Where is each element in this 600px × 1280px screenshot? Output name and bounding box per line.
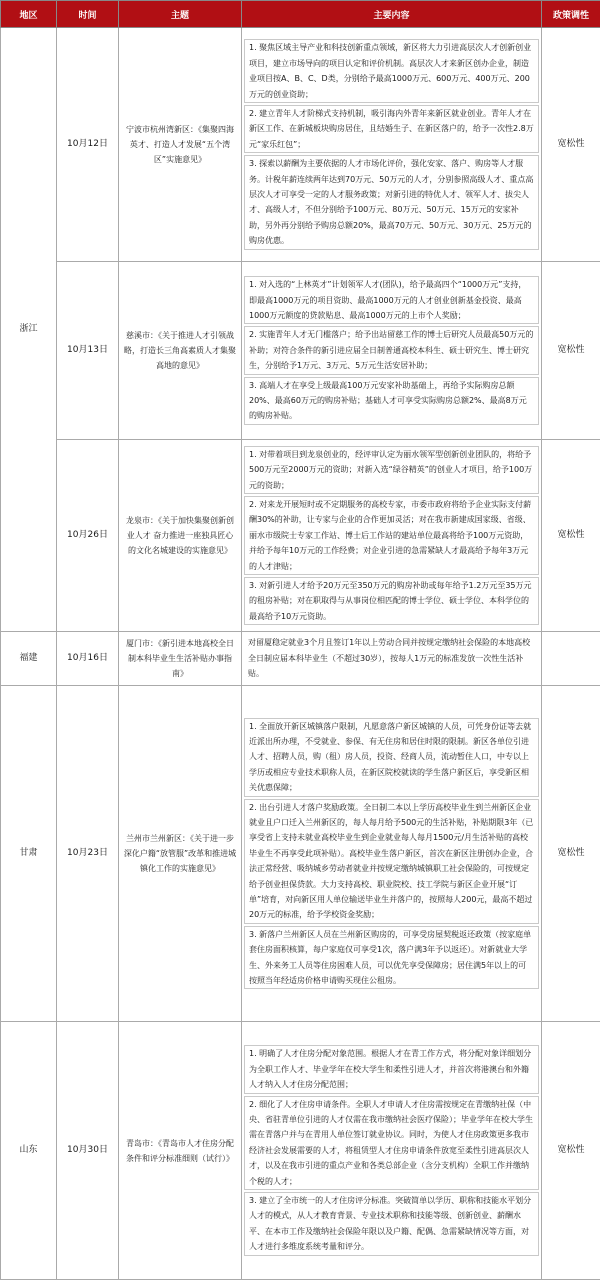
content-cell [242,440,542,632]
table-row [1,1022,600,1280]
topic-cell: 兰州市兰州新区：《关于进一步深化户籍“放管服”改革和推进城镇化工作的实施意见》 [119,686,242,1022]
header-row [1,1,600,28]
policy-cell: 宽松性 [542,686,600,1022]
content-item: 1. 对带着项目到龙泉创业的，经评审认定为丽水领军型创新创业团队的，将给予500万元至2000万元的资助；对新入选“绿谷精英”的创业人才项目，给予100万元的资助； [244,446,539,494]
policy-cell: 宽松性 [542,28,600,262]
date-cell: 10月16日 [57,632,119,686]
content-item: 3. 建立了全市统一的人才住房评分标准。突破简单以学历、职称和技能水平划分人才的模式，从人才教育背景、专业技术职称和技能等级、创新创业、薪酬水平、在本市工作及缴纳社会保险年限以及户籍、配偶、急需紧缺情况等方面，对人才进行多维度系统考量和评分。 [244,1192,539,1256]
table-row [1,440,600,632]
date-cell: 10月13日 [57,262,119,440]
content-cell: 对留厦稳定就业3个月且签订1年以上劳动合同并按规定缴纳社会保险的本地高校全日制应届本科毕业生（不超过30岁），按每人1万元的标准发放一次性生活补贴。 [242,632,542,686]
date-cell: 10月12日 [57,28,119,262]
header-policy: 政策调性 [542,1,600,28]
content-cell [242,686,542,1022]
policy-cell: 宽松性 [542,1022,600,1280]
content-item: 1. 聚焦区域主导产业和科技创新重点领域，新区将大力引进高层次人才创新创业项目，建立市场导向的项目认定和评价机制。高层次人才来新区创办企业，制造业项目按A、B、C、D类，分别给予最高1000万元、600万元、400万元、200万元的创业资助； [244,39,539,103]
content-item: 2. 实施青年人才无门槛落户；给予出站留慈工作的博士后研究人员最高50万元的补助；对符合条件的新引进应届全日制普通高校本科生、硕士研究生、博士研究生，分别给予1万元、3万元、5万元生活安居补助； [244,326,539,374]
content-item: 2. 建立青年人才阶梯式支持机制，吸引海内外青年来新区就业创业。青年人才在新区工作、在新城板块购房居住，且结婚生子、在新区落户的，给予一次性2.8万元“家乐红包”； [244,105,539,153]
header-content: 主要内容 [242,1,542,28]
content-item: 1. 全面放开新区城镇落户限制，凡愿意落户新区城镇的人员，可凭身份证等去就近派出所办理，不受就业、参保、有无住房和居住时限的限制。新区各单位引进人才、招聘人员，购（租）房人员，投资、经商人员，流动暂住人口，中专以上学历或相应专业技术职称人员，在新区院校就读的学生落户新区后，享受新区相关优惠保障； [244,718,539,797]
content-item: 1. 明确了人才住房分配对象范围。根据人才在青工作方式，将分配对象详细划分为全职工作人才、毕业学年在校大学生和柔性引进人才，并首次将港澳台和外籍人才纳入人才住房分配范围； [244,1045,539,1093]
topic-cell: 厦门市：《新引进本地高校全日制本科毕业生生活补贴办事指南》 [119,632,242,686]
header-topic: 主题 [119,1,242,28]
policy-cell: 宽松性 [542,262,600,440]
content-item: 3. 高端人才在享受上级最高100万元安家补助基础上，再给予实际购房总额20%、最高60万元的购房补贴；基础人才可享受实际购房总额2%、最高8万元的购房补贴。 [244,377,539,425]
table-row [1,686,600,1022]
policy-cell: 宽松性 [542,440,600,632]
topic-cell: 慈溪市：《关于推进人才引领战略，打造长三角高素质人才集聚高地的意见》 [119,262,242,440]
topic-cell: 青岛市：《青岛市人才住房分配条件和评分标准细则（试行）》 [119,1022,242,1280]
content-item: 1. 对入选的“上林英才”计划领军人才(团队)，给予最高四个“1000万元”支持，即最高1000万元的项目资助、最高1000万元的人才创业创新基金投资、最高1000万元额度的贷款贴息、最高1000万元的上市个人奖励； [244,276,539,324]
content-cell [242,1022,542,1280]
table-row [1,632,600,686]
table-row [1,28,600,262]
region-cell: 山东 [1,1022,57,1280]
content-item: 3. 新落户兰州新区人员在兰州新区购房的，可享受房屋契税返还政策（按家庭单套住房面积核算，每户家庭仅可享受1次，落户满3年予以返还）。对新就业大学生、外来务工人员等住房困难人员，可以优先享受保障房；居住满5年以上的可按照当年经适房价格申请购买现住公租房。 [244,926,539,990]
table-row [1,262,600,440]
content-cell [242,262,542,440]
header-region: 地区 [1,1,57,28]
date-cell: 10月30日 [57,1022,119,1280]
topic-cell: 龙泉市：《关于加快集聚创新创业人才 奋力推进一座独具匠心的文化名城建设的实施意见》 [119,440,242,632]
region-cell: 浙江 [1,28,57,632]
content-item: 3. 探索以薪酬为主要依据的人才市场化评价，强化安家、落户、购房等人才服务。计税年薪连续两年达到70万元、50万元的人才，分别参照高级人才、重点高层次人才可享受一定的人才服务政策；对新引进的特优人才、领军人才、拔尖人才、高级人才，不但分别给予100万元、80万元、50万元、15万元的安家补助，另外再分别给予购房总额20%，最高70万元、50万元、30万元、25万元的购房优惠。 [244,155,539,249]
date-cell: 10月23日 [57,686,119,1022]
topic-cell: 宁波市杭州湾新区：《集聚四海英才、打造人才发展“五个湾区”实施意见》 [119,28,242,262]
date-cell: 10月26日 [57,440,119,632]
header-date: 时间 [57,1,119,28]
region-cell: 福建 [1,632,57,686]
content-item: 2. 对来龙开展短时或不定期服务的高校专家，市委市政府将给予企业实际支付薪酬30%的补助，让专家与企业的合作更加灵活；对在我市新建成国家级、省级、丽水市级院士专家工作站、博士后工作站的建站单位最高将给予100万元资助，并给予每年10万元的工作经费；对企业引进的急需紧缺人才最高给予每年3万元的人才津贴； [244,496,539,575]
content-item: 2. 细化了人才住房申请条件。全职人才申请人才住房需按规定在青缴纳社保（中央、省驻青单位引进的人才仅需在我市缴纳社会医疗保险）；毕业学年在校大学生需在青落户并与在青用人单位签订就业协议。同时，为使人才住房政策更多我市经济社会发展需要的人才，将租赁型人才住房申请条件放宽至柔性引进高层次人才，以及在我市引进的重点产业和各类总部企业（含分支机构）全职工作并缴纳个税的人才； [244,1096,539,1190]
content-cell [242,28,542,262]
content-item: 2. 出台引进人才落户奖励政策。全日制二本以上学历高校毕业生到兰州新区企业就业且户口迁入兰州新区的，每人每月给予500元的生活补贴，补贴期限3年（已享受省上支持未就业高校毕业生到企业就业每人每月1500元/月生活补贴的高校毕业生不再享受此项补贴）。高校毕业生落户新区，首次在新区注册创办企业，合法正常经营、吸纳城乡劳动者就业并按规定缴纳城镇职工社会保险的，可按规定给予创业担保贷款。大力支持高校、职业院校、技工学院与新区企业开展“订单”培育，对向新区用人单位输送毕业生并落户的，按照每人200元，最高不超过20万元的标准，给予学校资金奖励； [244,799,539,924]
region-cell: 甘肃 [1,686,57,1022]
content-item: 3. 对新引进人才给予20万元至350万元的购房补助或每年给予1.2万元至35万元的租房补贴；对在职取得与从事岗位相匹配的博士学位、硕士学位、本科学位的最高给予10万元资助。 [244,577,539,625]
policy-cell [542,632,600,686]
